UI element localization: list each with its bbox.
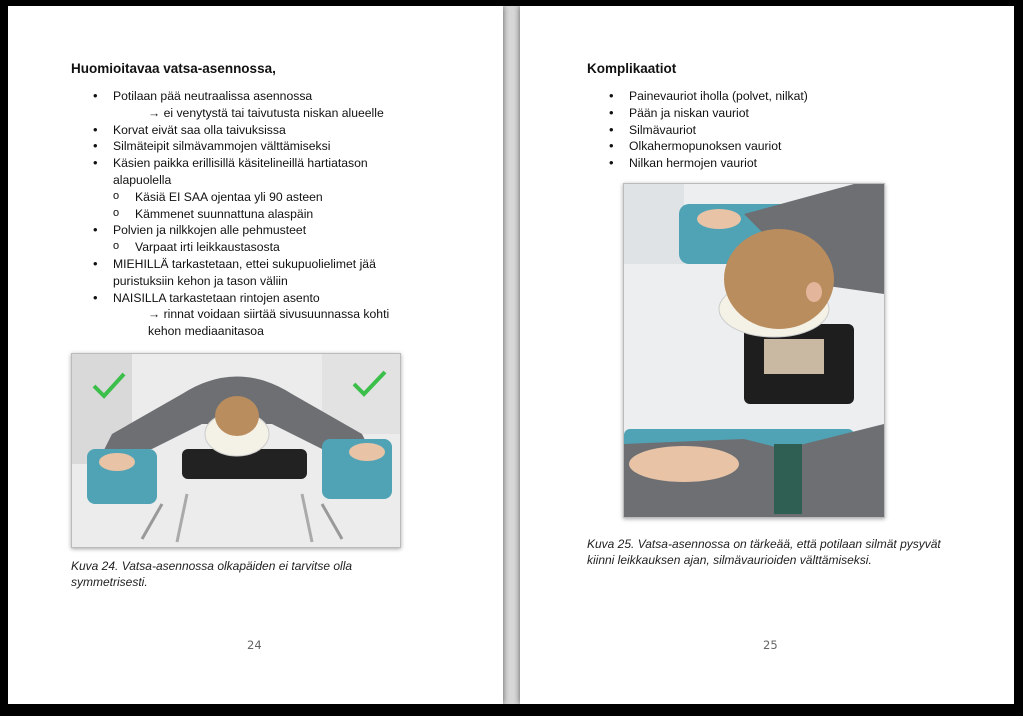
list-item: • Silmäteipit silmävammojen välttämiseksi xyxy=(91,138,451,155)
page-number: 24 xyxy=(247,638,262,652)
page-heading: Huomioitavaa vatsa-asennossa, xyxy=(71,61,276,76)
list-item: • Potilaan pää neutraalissa asennossa xyxy=(91,88,451,105)
list-item-continuation: alapuolella xyxy=(113,172,172,187)
positioning-checklist xyxy=(91,88,451,340)
list-item: • Olkahermopunoksen vauriot xyxy=(607,138,937,155)
list-item: • Käsien paikka erillisillä käsitelineillä hartiatason xyxy=(91,155,451,172)
list-item: • Nilkan hermojen vauriot xyxy=(607,155,937,172)
figure-caption: Kuva 25. Vatsa-asennossa on tärkeää, että potilaan silmät pysyvät kiinni leikkauksen ajan, silmävaurioiden välttämiseksi. xyxy=(587,537,941,567)
page-25 xyxy=(520,6,1014,704)
sub-list xyxy=(91,239,451,256)
page-24 xyxy=(8,6,503,704)
figure-prone-position-photo xyxy=(71,353,401,548)
list-item: • Polvien ja nilkkojen alle pehmusteet xyxy=(91,222,451,239)
list-item: • Pään ja niskan vauriot xyxy=(607,105,937,122)
figure-head-rest-photo xyxy=(623,183,885,518)
prone-position-illustration xyxy=(72,354,400,547)
sub-list xyxy=(91,189,451,223)
sub-list-item: o Varpaat irti leikkaustasosta xyxy=(91,239,451,256)
list-item: • Silmävauriot xyxy=(607,122,937,139)
sub-list-wrapper xyxy=(91,189,451,223)
list-item: • NAISILLA tarkastetaan rintojen asento xyxy=(91,290,451,307)
list-item: • Painevauriot iholla (polvet, nilkat) xyxy=(607,88,937,105)
sub-list-wrapper xyxy=(91,239,451,256)
list-item: • MIEHILLÄ tarkastetaan, ettei sukupuolielimet jää xyxy=(91,256,451,273)
list-item-arrow: → ei venytystä tai taivutusta niskan alueelle xyxy=(148,105,384,120)
list-item-continuation: puristuksiin kehon ja tason väliin xyxy=(113,273,288,288)
figure-caption: Kuva 24. Vatsa-asennossa olkapäiden ei tarvitse olla symmetrisesti. xyxy=(71,559,353,589)
list-item-arrow: → rinnat voidaan siirtää sivusuunnassa kohti xyxy=(148,307,390,322)
list-item-arrow-continuation: kehon mediaanitasoa xyxy=(148,324,264,339)
sub-list-item: o Kämmenet suunnattuna alaspäin xyxy=(91,206,451,223)
page-number: 25 xyxy=(763,638,778,652)
page-gutter xyxy=(503,6,520,704)
sub-list-item: o Käsiä EI SAA ojentaa yli 90 asteen xyxy=(91,189,451,206)
page-heading: Komplikaatiot xyxy=(587,61,677,76)
complications-list xyxy=(607,88,937,172)
list-item: • Korvat eivät saa olla taivuksissa xyxy=(91,122,451,139)
head-rest-illustration xyxy=(624,184,884,517)
